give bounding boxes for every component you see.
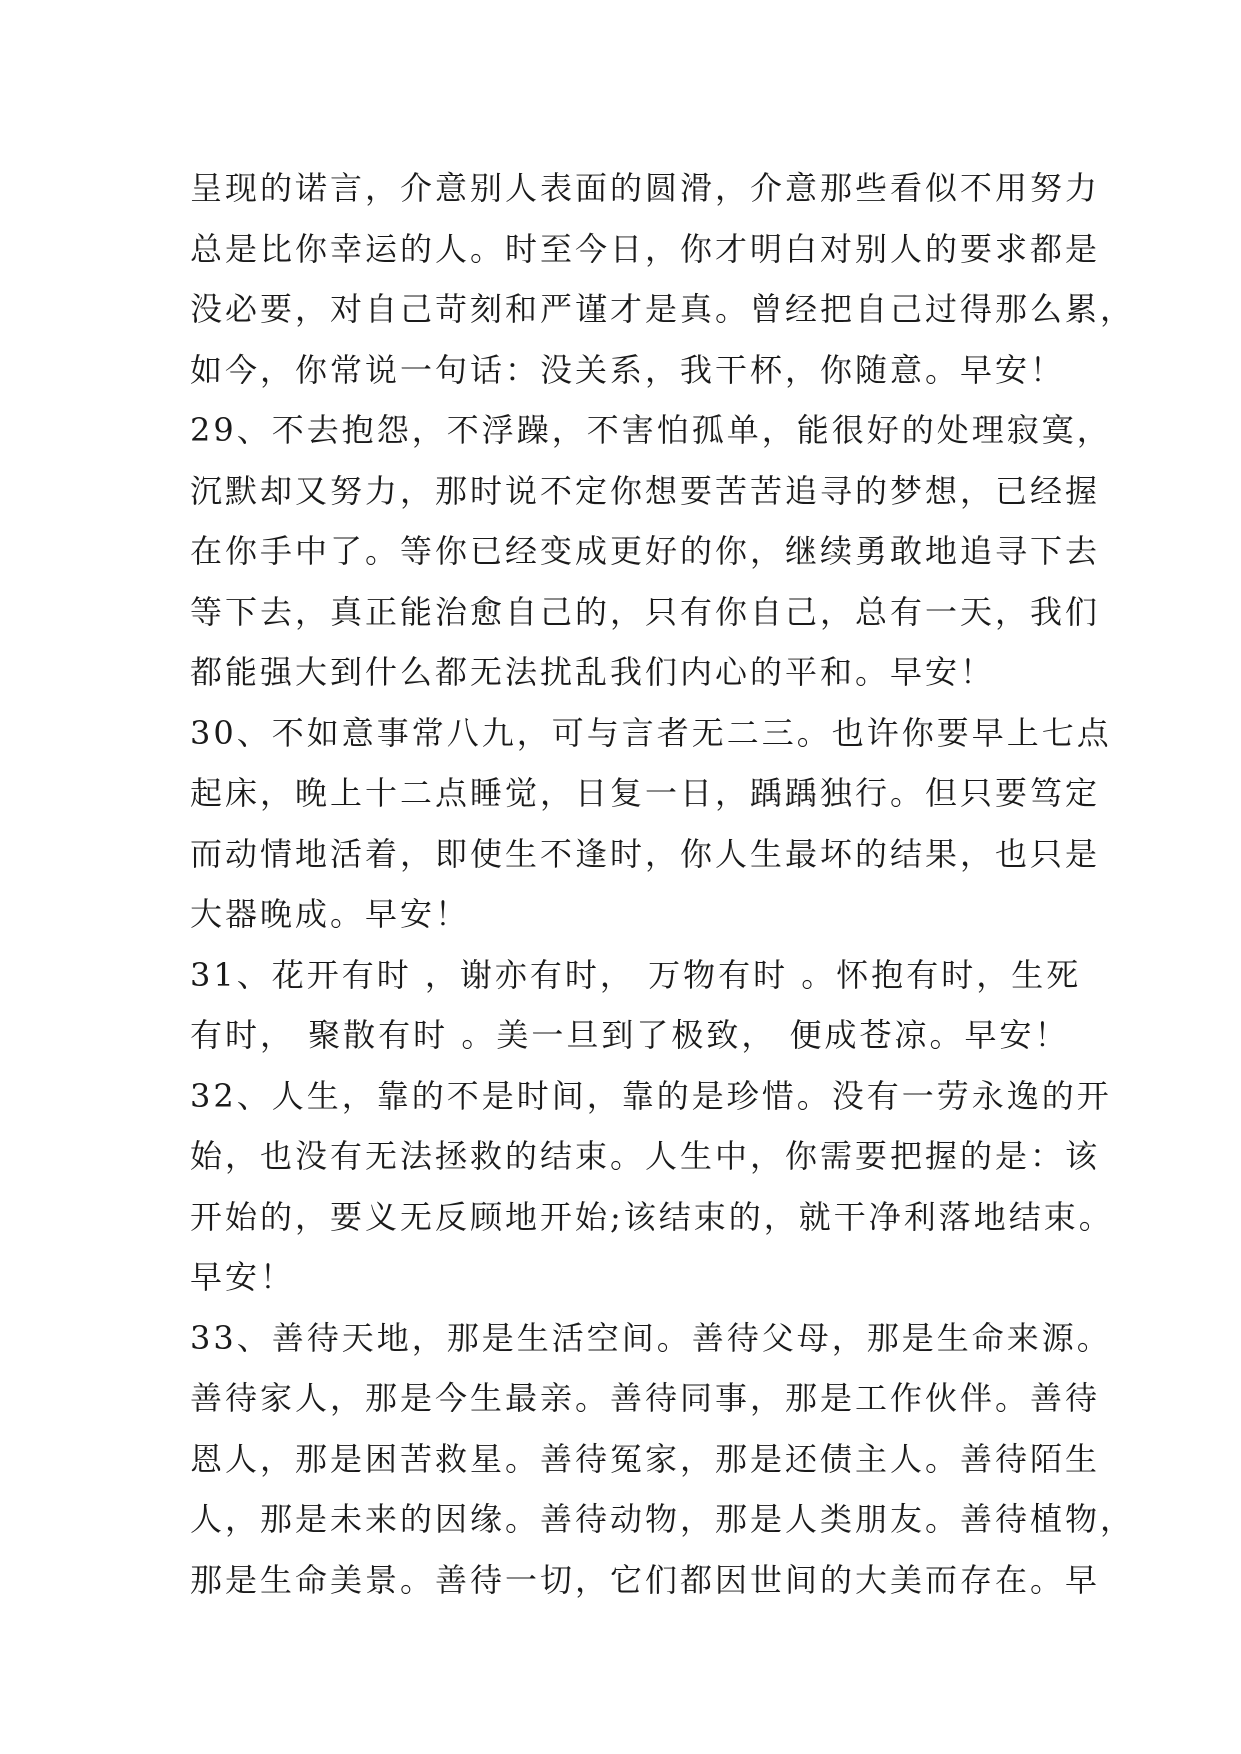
text-line: 开始的，要义无反顾地开始;该结束的，就干净利落地结束。 xyxy=(190,1197,1114,1236)
text-line: 始，也没有无法拯救的结束。人生中，你需要把握的是：该 xyxy=(190,1137,1101,1175)
text-line: 起床，晚上十二点睡觉，日复一日，踽踽独行。但只要笃定 xyxy=(190,774,1101,812)
text-line: 善待家人，那是今生最亲。善待同事，那是工作伙伴。善待 xyxy=(190,1379,1101,1417)
text-line: 人，那是未来的因缘。善待动物，那是人类朋友。善待植物， xyxy=(190,1500,1136,1538)
text-line: 大器晚成。早安！ xyxy=(190,895,471,933)
text-line: 沉默却又努力，那时说不定你想要苦苦追寻的梦想，已经握 xyxy=(190,471,1101,510)
text-line: 总是比你幸运的人。时至今日，你才明白对别人的要求都是 xyxy=(190,229,1101,268)
text-line: 在你手中了。等你已经变成更好的你，继续勇敢地追寻下去 xyxy=(190,532,1101,570)
text-line: 等下去，真正能治愈自己的，只有你自己，总有一天，我们 xyxy=(190,592,1101,631)
text-line: 有时， 聚散有时 。美一旦到了极致， 便成苍凉。早安！ xyxy=(190,1016,1070,1054)
text-line: 恩人，那是困苦救星。善待冤家，那是还债主人。善待陌生 xyxy=(190,1439,1101,1478)
text-line: 33、善待天地，那是生活空间。善待父母，那是生命来源。 xyxy=(190,1318,1112,1357)
text-line: 呈现的诺言，介意别人表面的圆滑，介意那些看似不用努力 xyxy=(190,169,1101,207)
text-line: 那是生命美景。善待一切，它们都因世间的大美而存在。早 xyxy=(190,1560,1101,1599)
text-line: 32、人生，靠的不是时间，靠的是珍惜。没有一劳永逸的开 xyxy=(190,1076,1112,1115)
text-line: 都能强大到什么都无法扰乱我们内心的平和。早安！ xyxy=(190,653,996,691)
text-line: 31、花开有时 ，谢亦有时， 万物有时 。怀抱有时，生死 xyxy=(190,955,1082,994)
document-body xyxy=(190,158,1136,1610)
text-line: 没必要，对自己苛刻和严谨才是真。曾经把自己过得那么累， xyxy=(190,290,1136,328)
text-line: 30、不如意事常八九，可与言者无二三。也许你要早上七点 xyxy=(190,713,1112,752)
text-line: 如今，你常说一句话：没关系，我干杯，你随意。早安！ xyxy=(190,350,1066,389)
text-line: 29、不去抱怨，不浮躁，不害怕孤单，能很好的处理寂寞， xyxy=(190,411,1112,449)
text-line: 而动情地活着，即使生不逢时，你人生最坏的结果，也只是 xyxy=(190,834,1101,873)
text-line: 早安！ xyxy=(190,1258,296,1296)
